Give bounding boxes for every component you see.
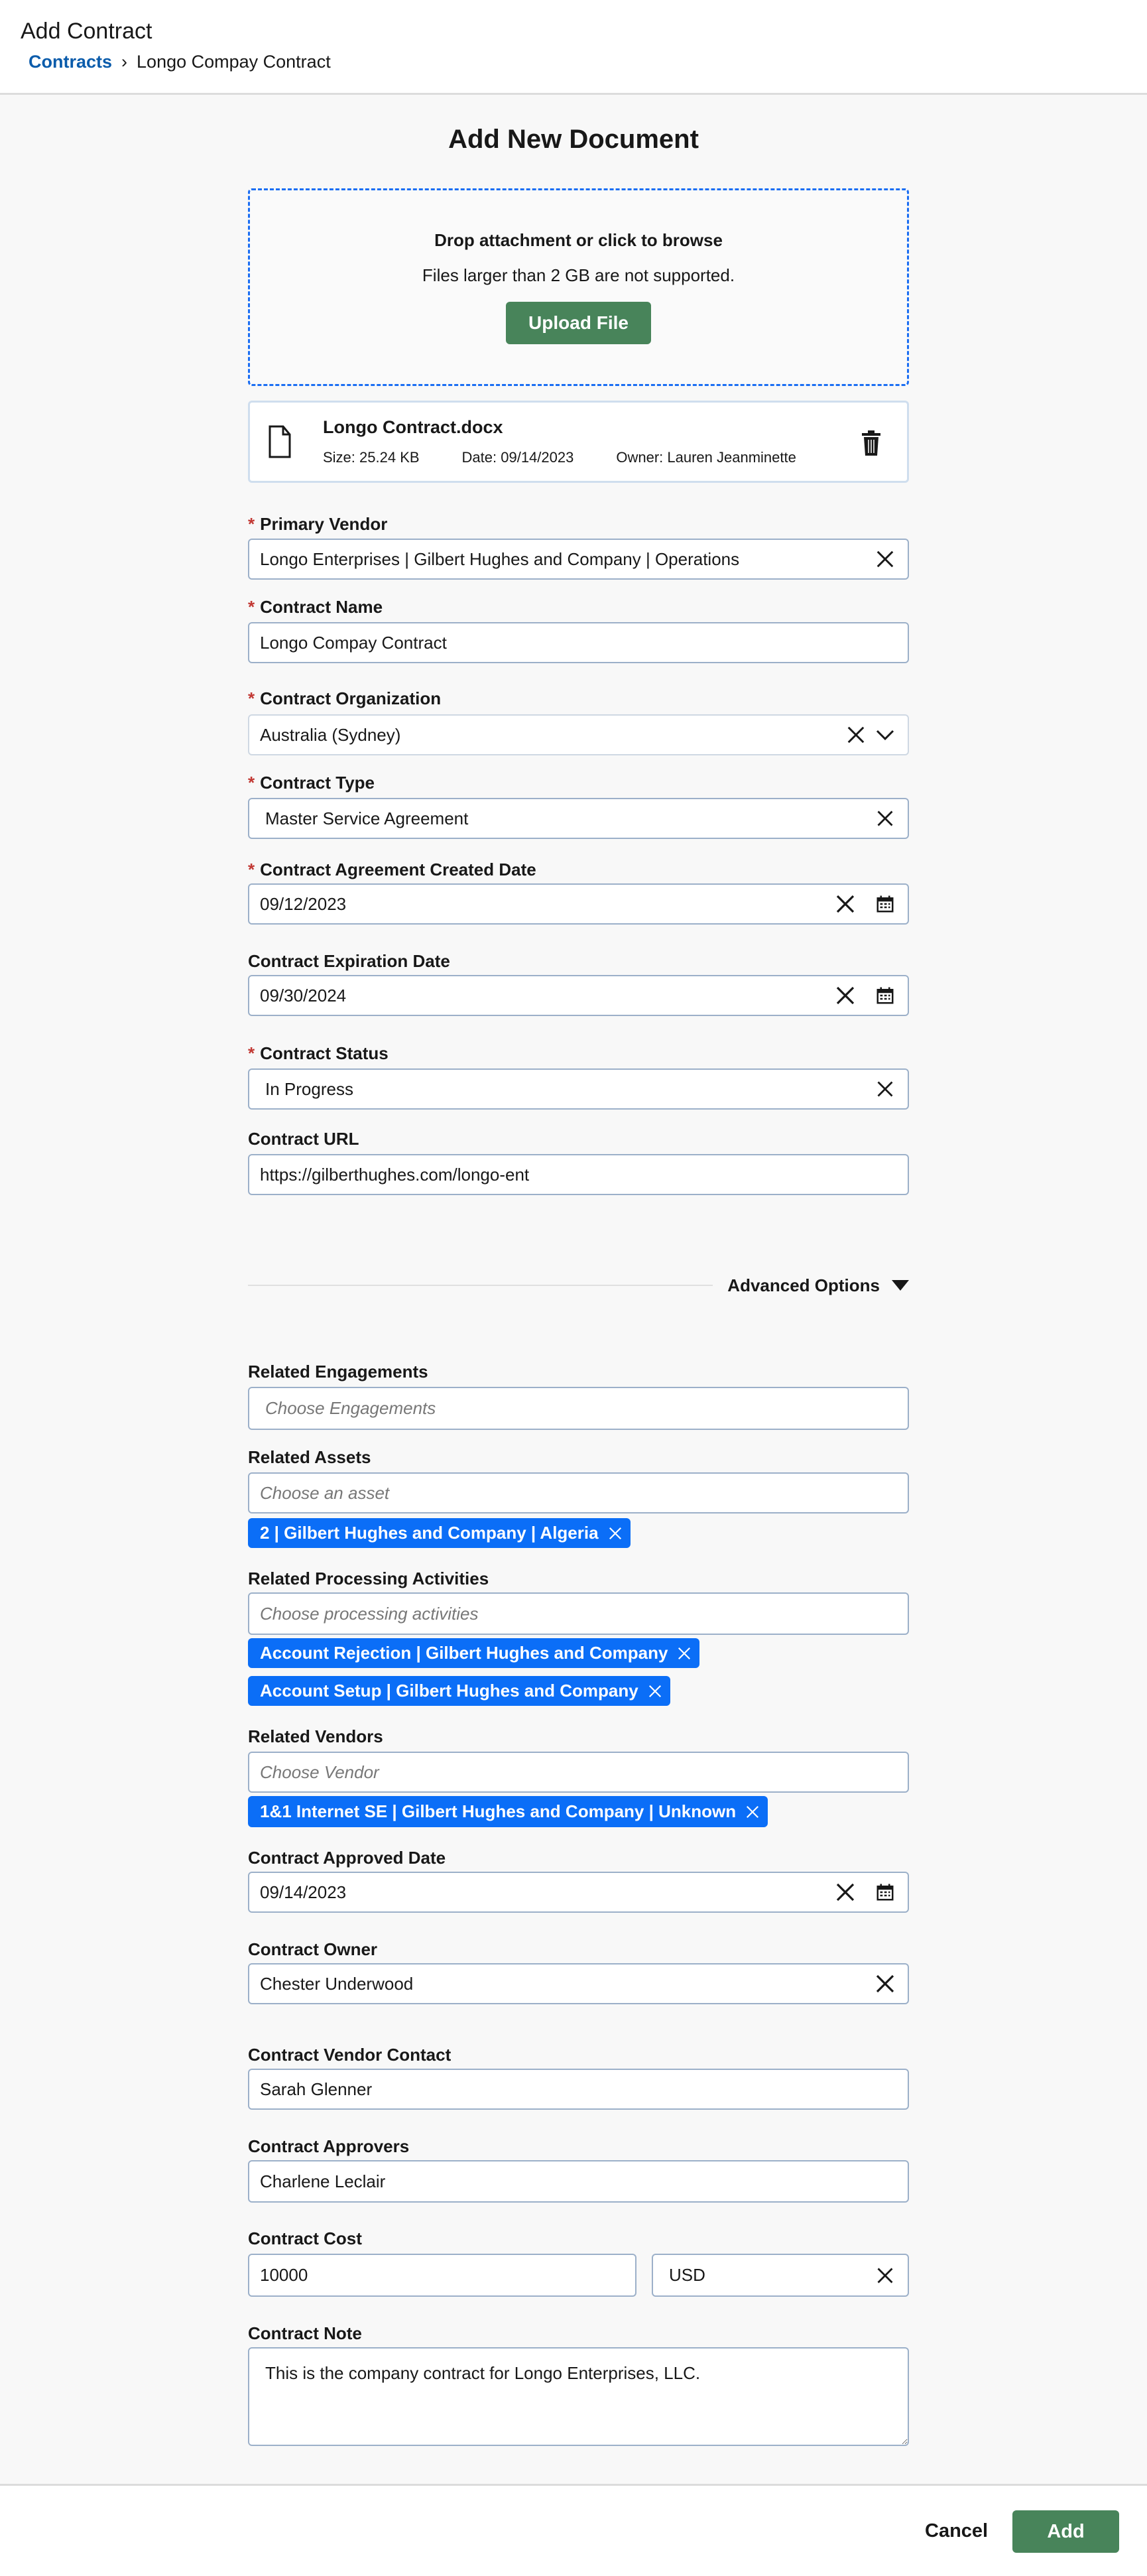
- file-size: Size: 25.24 KB: [323, 449, 420, 466]
- contract-url-label: Contract URL: [248, 1129, 359, 1149]
- file-date: Date: 09/14/2023: [461, 449, 574, 466]
- field-value: Longo Enterprises | Gilbert Hughes and Company | Operations: [260, 548, 740, 569]
- placeholder: Choose Vendor: [260, 1762, 379, 1782]
- label-text: Primary Vendor: [260, 514, 388, 534]
- field-value: https://gilberthughes.com/longo-ent: [260, 1164, 530, 1185]
- label-text: Contract Status: [260, 1043, 389, 1063]
- created-date-input[interactable]: [248, 883, 909, 925]
- currency-field[interactable]: [652, 2254, 909, 2297]
- contract-cost-label: Contract Cost: [248, 2228, 362, 2248]
- related-engagements-input[interactable]: [248, 1387, 909, 1430]
- contract-owner-field[interactable]: [248, 1963, 909, 2004]
- chip-label: 2 | Gilbert Hughes and Company | Algeria: [260, 1523, 599, 1543]
- clear-icon[interactable]: [873, 806, 897, 830]
- chip-label: Account Rejection | Gilbert Hughes and Company: [260, 1643, 668, 1663]
- remove-chip-icon[interactable]: [608, 1526, 623, 1541]
- label-text: Contract Organization: [260, 688, 442, 708]
- file-name: Longo Contract.docx: [323, 417, 503, 437]
- required-marker: *: [248, 1043, 255, 1063]
- field-value: 09/14/2023: [260, 1882, 347, 1902]
- calendar-icon[interactable]: [873, 892, 897, 916]
- approvers-label: Contract Approvers: [248, 2136, 410, 2156]
- primary-vendor-label: [248, 514, 387, 535]
- contract-name-input[interactable]: [248, 622, 909, 663]
- field-value: Chester Underwood: [260, 1973, 414, 1994]
- chip-label: Account Setup | Gilbert Hughes and Company: [260, 1681, 638, 1701]
- cancel-button[interactable]: Cancel: [925, 2520, 989, 2542]
- contract-status-field[interactable]: [248, 1068, 909, 1110]
- contract-note-textarea[interactable]: [248, 2347, 909, 2446]
- expiration-date-input[interactable]: [248, 975, 909, 1016]
- field-value: In Progress: [265, 1078, 353, 1099]
- remove-chip-icon[interactable]: [745, 1805, 760, 1819]
- field-value: 10000: [260, 2265, 308, 2285]
- vendor-contact-label: Contract Vendor Contact: [248, 2045, 452, 2065]
- divider: [248, 1285, 713, 1286]
- related-vendors-input[interactable]: [248, 1752, 909, 1793]
- dropzone-title: Drop attachment or click to browse: [434, 230, 723, 250]
- activity-chip: [248, 1638, 699, 1668]
- contract-owner-label: Contract Owner: [248, 1939, 378, 1959]
- contract-type-label: [248, 773, 375, 793]
- contract-note-label: Contract Note: [248, 2323, 362, 2343]
- calendar-icon[interactable]: [873, 984, 897, 1007]
- field-value: Sarah Glenner: [260, 2079, 373, 2099]
- approvers-input[interactable]: [248, 2160, 909, 2203]
- field-value: USD: [669, 2265, 705, 2285]
- clear-icon[interactable]: [833, 984, 857, 1007]
- activity-chip: [248, 1676, 670, 1706]
- breadcrumb-current: Longo Compay Contract: [137, 52, 331, 72]
- related-assets-label: Related Assets: [248, 1447, 371, 1467]
- contract-type-field[interactable]: [248, 798, 909, 839]
- related-activities-label: Related Processing Activities: [248, 1569, 489, 1588]
- attached-file-card: [248, 401, 909, 483]
- remove-chip-icon[interactable]: [648, 1684, 662, 1699]
- advanced-options-toggle[interactable]: [248, 1271, 909, 1300]
- clear-icon[interactable]: [873, 1972, 897, 1996]
- dropzone-note: Files larger than 2 GB are not supported.: [422, 265, 735, 285]
- related-engagements-label: Related Engagements: [248, 1362, 428, 1382]
- file-dropzone[interactable]: [248, 188, 909, 386]
- breadcrumb: [29, 52, 331, 72]
- asset-chip: [248, 1518, 631, 1548]
- placeholder: Choose processing activities: [260, 1603, 479, 1624]
- add-button[interactable]: Add: [1012, 2510, 1119, 2553]
- chevron-down-icon[interactable]: [873, 723, 897, 747]
- required-marker: *: [248, 860, 255, 879]
- label-text: Contract Name: [260, 597, 383, 617]
- field-value: 09/30/2024: [260, 985, 347, 1005]
- required-marker: *: [248, 688, 255, 708]
- clear-icon[interactable]: [833, 892, 857, 916]
- related-vendors-label: Related Vendors: [248, 1726, 383, 1746]
- field-value: Master Service Agreement: [265, 808, 469, 828]
- created-date-label: [248, 860, 536, 880]
- remove-chip-icon[interactable]: [677, 1646, 692, 1661]
- contract-organization-label: [248, 688, 441, 709]
- label-text: Contract Type: [260, 773, 375, 793]
- contract-name-label: [248, 597, 383, 617]
- upload-file-button[interactable]: Upload File: [506, 302, 651, 344]
- clear-icon[interactable]: [873, 1077, 897, 1101]
- footer-bar: [0, 2484, 1147, 2576]
- clear-icon[interactable]: [873, 547, 897, 571]
- field-value: Australia (Sydney): [260, 724, 401, 745]
- contract-url-input[interactable]: [248, 1154, 909, 1195]
- placeholder: Choose an asset: [260, 1482, 390, 1503]
- label-text: Contract Agreement Created Date: [260, 860, 536, 879]
- contract-organization-select[interactable]: [248, 714, 909, 755]
- chevron-right-icon: ›: [121, 52, 128, 72]
- vendor-contact-input[interactable]: [248, 2069, 909, 2110]
- contract-cost-input[interactable]: [248, 2254, 636, 2297]
- caret-down-icon: [892, 1280, 909, 1291]
- advanced-options-label: Advanced Options: [727, 1275, 880, 1295]
- approved-date-input[interactable]: [248, 1872, 909, 1913]
- vendor-chip: [248, 1796, 768, 1827]
- chip-label: 1&1 Internet SE | Gilbert Hughes and Company | Unknown: [260, 1801, 737, 1821]
- approved-date-label: Contract Approved Date: [248, 1848, 446, 1868]
- primary-vendor-field[interactable]: [248, 539, 909, 580]
- clear-icon[interactable]: [844, 723, 868, 747]
- clear-icon[interactable]: [833, 1880, 857, 1904]
- file-owner: Owner: Lauren Jeanminette: [616, 449, 796, 466]
- breadcrumb-contracts-link[interactable]: Contracts: [29, 52, 113, 72]
- clear-icon[interactable]: [873, 2264, 897, 2287]
- field-value: Longo Compay Contract: [260, 632, 447, 653]
- document-icon: [269, 425, 291, 458]
- page-title: Add Contract: [21, 19, 152, 44]
- related-activities-input[interactable]: [248, 1592, 909, 1635]
- field-value: Charlene Leclair: [260, 2171, 386, 2191]
- trash-icon[interactable]: [861, 430, 881, 456]
- placeholder: Choose Engagements: [265, 1398, 436, 1418]
- expiration-date-label: Contract Expiration Date: [248, 951, 450, 971]
- required-marker: *: [248, 773, 255, 793]
- page-header: [0, 0, 1147, 95]
- contract-status-label: [248, 1043, 389, 1064]
- required-marker: *: [248, 597, 255, 617]
- document-title: Add New Document: [448, 125, 699, 154]
- calendar-icon[interactable]: [873, 1880, 897, 1904]
- required-marker: *: [248, 514, 255, 534]
- related-assets-input[interactable]: [248, 1472, 909, 1513]
- field-value: 09/12/2023: [260, 893, 347, 914]
